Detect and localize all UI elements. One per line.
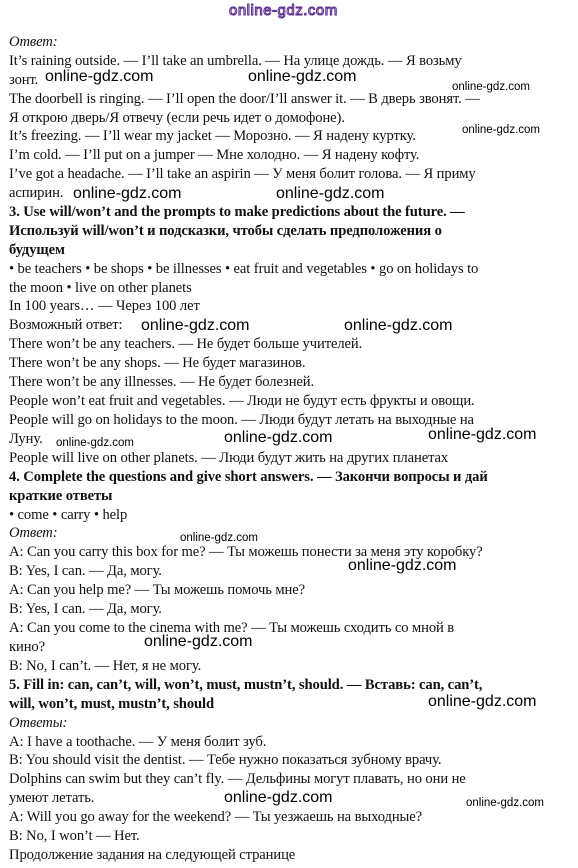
text-line: кино? bbox=[9, 639, 45, 655]
text-line: A: Will you go away for the weekend? — Ты уезжаешь на выходные? bbox=[9, 809, 422, 825]
watermark: online-gdz.com bbox=[428, 693, 537, 710]
watermark: online-gdz.com bbox=[56, 437, 134, 449]
text-line: A: Can you carry this box for me? — Ты можешь понести за меня эту коробку? bbox=[9, 544, 483, 560]
answer-label: Ответы: bbox=[9, 715, 68, 731]
text-line: It’s raining outside. — I’ll take an umbrella. — На улице дождь. — Я возьму bbox=[9, 53, 462, 69]
continuation-note: Продолжение задания на следующей странице bbox=[9, 847, 296, 863]
text-line: Я открою дверь/Я отвечу (если речь идет о домофоне). bbox=[9, 110, 345, 126]
text-line: Луну. bbox=[9, 431, 43, 447]
answer-label: Ответ: bbox=[9, 34, 58, 50]
watermark: online-gdz.com bbox=[348, 557, 457, 574]
task-heading: Используй will/won’t и подсказки, чтобы сделать предположения о bbox=[9, 223, 442, 239]
watermark: online-gdz.com bbox=[144, 633, 253, 650]
text-line: There won’t be any shops. — Не будет магазинов. bbox=[9, 355, 306, 371]
text-line: зонт. bbox=[9, 72, 39, 88]
prompt-list: the moon • live on other planets bbox=[9, 280, 192, 296]
watermark: online-gdz.com bbox=[462, 124, 540, 136]
text-line: In 100 years… — Через 100 лет bbox=[9, 298, 200, 314]
task-heading: краткие ответы bbox=[9, 488, 113, 504]
watermark: online-gdz.com bbox=[141, 317, 250, 334]
watermark: online-gdz.com bbox=[45, 68, 154, 85]
answer-label: Ответ: bbox=[9, 525, 58, 541]
text-line: аспирин. bbox=[9, 185, 64, 201]
watermark: online-gdz.com bbox=[248, 68, 357, 85]
watermark: online-gdz.com bbox=[428, 426, 537, 443]
text-line: B: No, I won’t — Нет. bbox=[9, 828, 140, 844]
watermark: online-gdz.com bbox=[180, 532, 258, 544]
text-line: умеют летать. bbox=[9, 790, 95, 806]
watermark: online-gdz.com bbox=[276, 185, 385, 202]
text-line: B: No, I can’t. — Нет, я не могу. bbox=[9, 658, 202, 674]
text-line: People will go on holidays to the moon. — Люди будут летать на выходные на bbox=[9, 412, 474, 428]
watermark: online-gdz.com bbox=[452, 81, 530, 93]
text-line: People will live on other planets. — Люди будут жить на других планетах bbox=[9, 450, 449, 466]
prompt-list: • be teachers • be shops • be illnesses • eat fruit and vegetables • go on holidays to bbox=[9, 261, 479, 277]
watermark: online-gdz.com bbox=[73, 185, 182, 202]
text-line: I’m cold. — I’ll put on a jumper — Мне холодно. — Я надену кофту. bbox=[9, 147, 420, 163]
task-heading: 3. Use will/won’t and the prompts to make predictions about the future. — bbox=[9, 204, 465, 220]
task-heading: 4. Complete the questions and give short answers. — Закончи вопросы и дай bbox=[9, 469, 488, 485]
watermark: online-gdz.com bbox=[224, 789, 333, 806]
text-line: There won’t be any teachers. — Не будет больше учителей. bbox=[9, 336, 363, 352]
text-line: People won’t eat fruit and vegetables. — Люди не будут есть фрукты и овощи. bbox=[9, 393, 475, 409]
text-line: B: You should visit the dentist. — Тебе нужно показаться зубному врачу. bbox=[9, 752, 442, 768]
text-line: A: Can you come to the cinema with me? — Ты можешь сходить со мной в bbox=[9, 620, 455, 636]
watermark: online-gdz.com bbox=[466, 797, 544, 809]
watermark: online-gdz.com bbox=[224, 429, 333, 446]
text-line: A: I have a toothache. — У меня болит зуб. bbox=[9, 734, 267, 750]
task-heading: будущем bbox=[9, 242, 65, 258]
text-line: I’ve got a headache. — I’ll take an aspirin — У меня болит голова. — Я приму bbox=[9, 166, 476, 182]
watermark: online-gdz.com bbox=[344, 317, 453, 334]
site-header-watermark: online-gdz.com bbox=[229, 2, 338, 19]
text-line: B: Yes, I can. — Да, могу. bbox=[9, 601, 162, 617]
text-line: Dolphins can swim but they can’t fly. — Дельфины могут плавать, но они не bbox=[9, 771, 466, 787]
text-line: B: Yes, I can. — Да, могу. bbox=[9, 563, 162, 579]
task-heading: will, won’t, must, mustn’t, should bbox=[9, 696, 215, 712]
text-line: A: Can you help me? — Ты можешь помочь мне? bbox=[9, 582, 305, 598]
prompt-list: • come • carry • help bbox=[9, 507, 128, 523]
text-line: Возможный ответ: bbox=[9, 317, 123, 333]
text-line: The doorbell is ringing. — I’ll open the door/I’ll answer it. — В дверь звонят. — bbox=[9, 91, 480, 107]
text-line: It’s freezing. — I’ll wear my jacket — Морозно. — Я надену куртку. bbox=[9, 128, 416, 144]
text-line: There won’t be any illnesses. — Не будет болезней. bbox=[9, 374, 315, 390]
task-heading: 5. Fill in: can, can’t, will, won’t, must, mustn’t, should. — Вставь: can, can’t, bbox=[9, 677, 483, 693]
